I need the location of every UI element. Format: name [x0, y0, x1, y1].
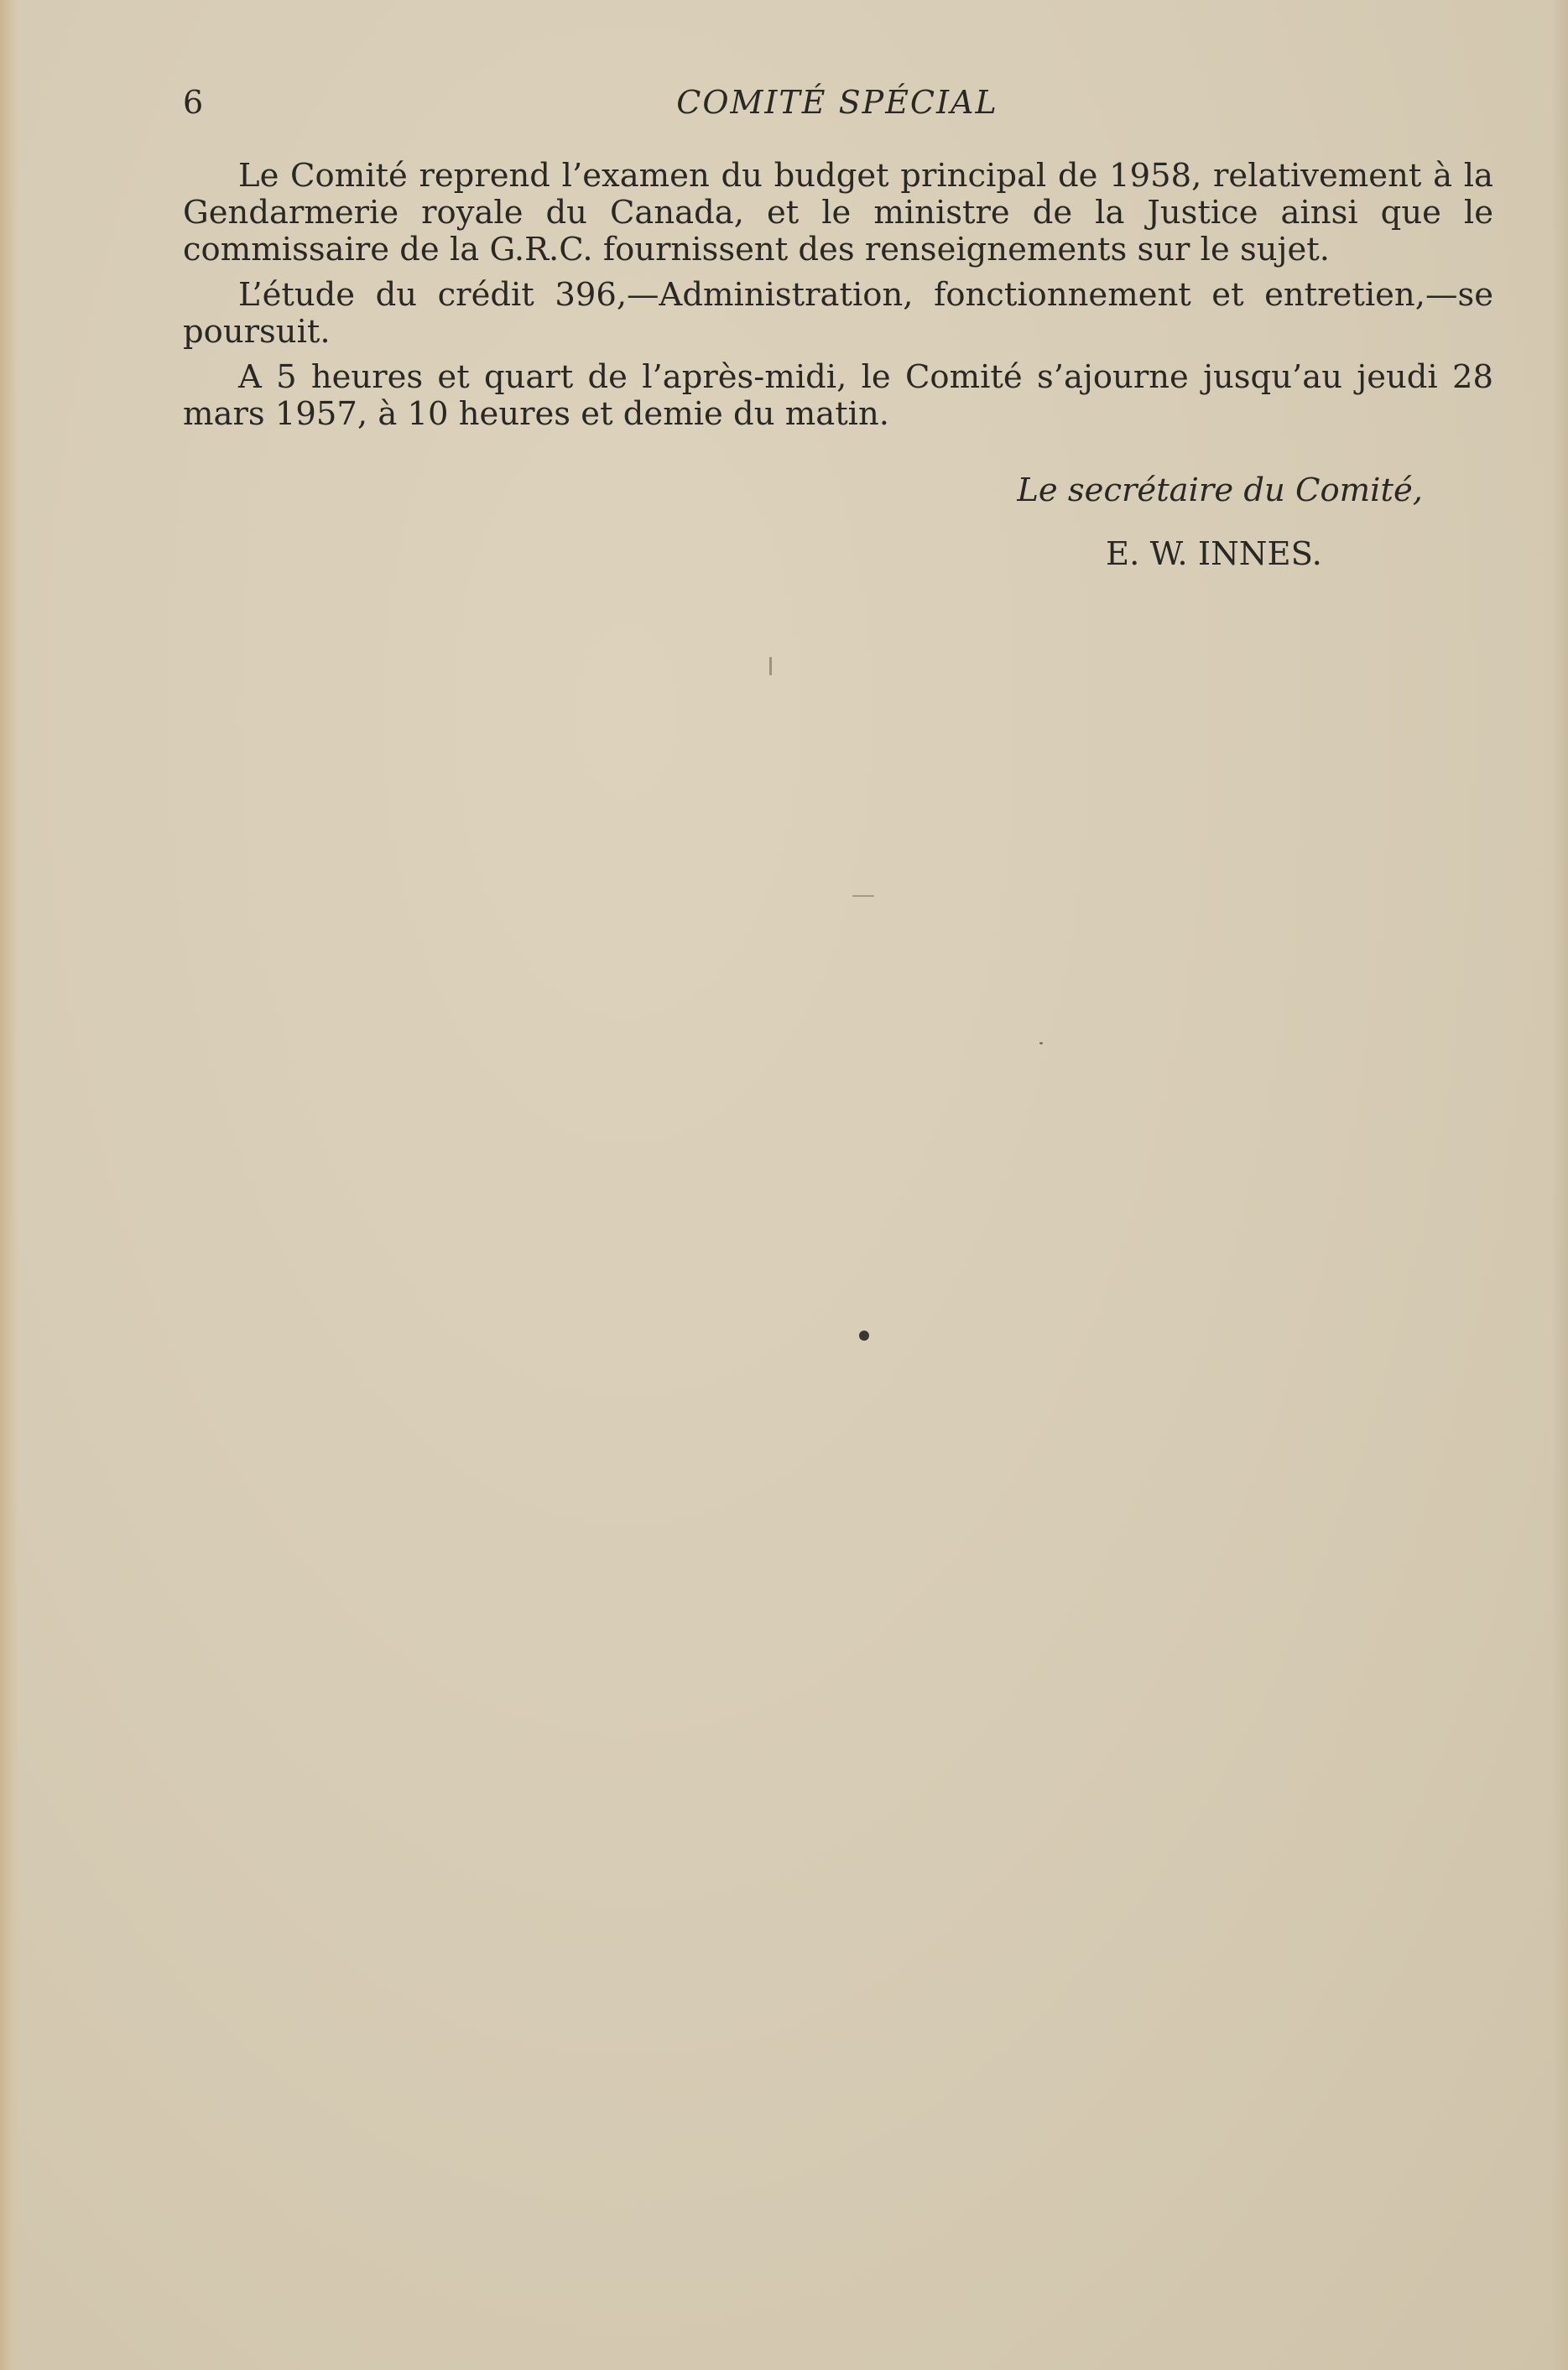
running-head-title: COMITÉ SPÉCIAL: [676, 84, 998, 121]
paragraph-3: A 5 heures et quart de l’après-midi, le Comité s’ajourne jusqu’au jeudi 28 mars 1957, à 10 heures et demie du matin.: [183, 358, 1493, 433]
signature-name: E. W. INNES.: [1106, 535, 1322, 573]
paper-speck: [859, 1331, 869, 1341]
page-number: 6: [183, 84, 204, 121]
running-head: [183, 84, 1492, 126]
paper-speck: [1039, 1042, 1043, 1044]
body-text: [183, 158, 1493, 441]
page-left-edge: [0, 0, 18, 2370]
signature-role: Le secrétaire du Comité,: [1017, 471, 1423, 509]
paper-speck: [769, 657, 772, 675]
paragraph-2: L’étude du crédit 396,—Administration, fonctionnement et entretien,—se poursuit.: [183, 276, 1493, 351]
paper-speck: [852, 895, 874, 897]
paragraph-1: Le Comité reprend l’examen du budget principal de 1958, relativement à la Gendarmerie royale du Canada, et le ministre de la Justice ainsi que le commissaire de la G.R.C. fournissent des renseignements sur le sujet.: [183, 157, 1493, 268]
page-right-edge: [1551, 0, 1568, 2370]
